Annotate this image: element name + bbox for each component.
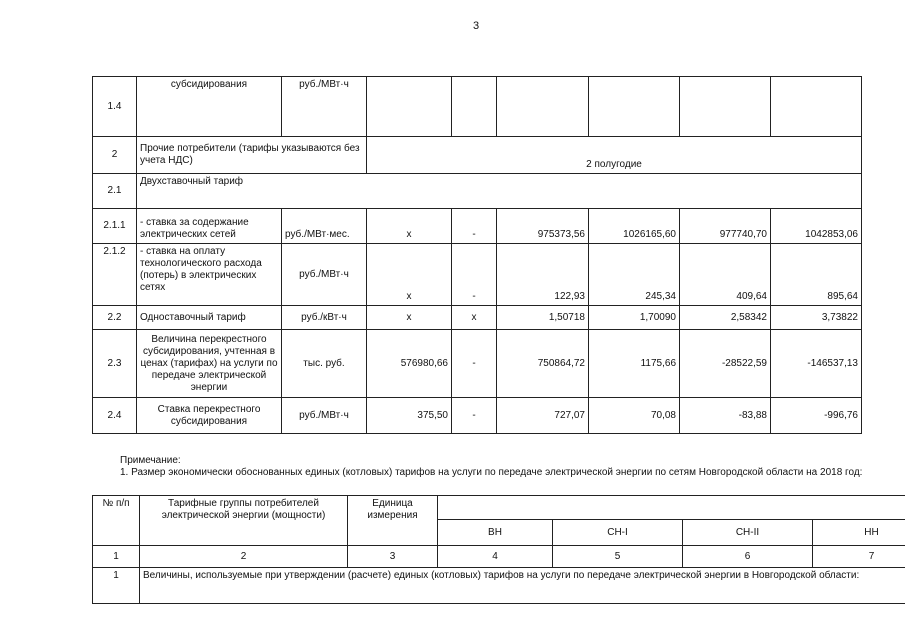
value-cell: -83,88 <box>680 398 771 434</box>
value-cell: -996,76 <box>771 398 862 434</box>
index-row <box>93 546 905 568</box>
table-row <box>93 330 862 398</box>
value-cell: 1175,66 <box>589 330 680 398</box>
page-number: 3 <box>472 20 480 32</box>
note-title: Примечание: <box>120 455 181 466</box>
value-cell <box>680 77 771 137</box>
column-index: 6 <box>683 546 813 568</box>
col-header-unit: Единица измерения <box>348 496 438 546</box>
value-cell: 975373,56 <box>497 209 589 244</box>
column-index: 3 <box>348 546 438 568</box>
column-index: 1 <box>93 546 140 568</box>
value-cell: 409,64 <box>680 244 771 306</box>
value-cell: 977740,70 <box>680 209 771 244</box>
value-cell: 122,93 <box>497 244 589 306</box>
value-cell: - <box>452 330 497 398</box>
value-cell <box>771 77 862 137</box>
col-header-groups: Тарифные группы потребителей электрической энергии (мощности) <box>140 496 348 546</box>
row-unit: руб./кВт·ч <box>282 306 367 330</box>
row-number: 2.1.1 <box>93 209 137 244</box>
row-name: Двухставочный тариф <box>137 174 862 209</box>
col-header-level: НН <box>813 520 905 546</box>
column-index: 7 <box>813 546 905 568</box>
row-number: 2 <box>93 137 137 174</box>
table-row <box>93 137 862 174</box>
value-cell: 750864,72 <box>497 330 589 398</box>
row-unit: руб./МВт·мес. <box>282 209 367 244</box>
value-cell: - <box>452 244 497 306</box>
base-tariff-table <box>92 495 905 604</box>
row-text: Величины, используемые при утверждении (расчете) единых (котловых) тарифов на услуги по передаче электрической энергии в Новгородской области: <box>140 568 905 604</box>
col-header-level: ВН <box>438 520 553 546</box>
value-cell: 576980,66 <box>367 330 452 398</box>
col-header-level: СН-II <box>683 520 813 546</box>
value-cell <box>452 77 497 137</box>
row-number: 2.3 <box>93 330 137 398</box>
value-cell <box>367 77 452 137</box>
table-row <box>93 174 862 209</box>
row-name: субсидирования <box>137 77 282 137</box>
value-cell: 375,50 <box>367 398 452 434</box>
value-cell: 2,58342 <box>680 306 771 330</box>
row-name: Одноставочный тариф <box>137 306 282 330</box>
tariff-table <box>92 76 862 434</box>
column-index: 5 <box>553 546 683 568</box>
table-row <box>93 77 862 137</box>
col-header-num: № п/п <box>93 496 140 546</box>
note-text: 1. Размер экономически обоснованных единых (котловых) тарифов на услуги по передаче электрической энергии по сетям Новгородской области на 2018 год: <box>120 467 863 478</box>
row-number: 1.4 <box>93 77 137 137</box>
row-name: Ставка перекрестного субсидирования <box>137 398 282 434</box>
value-cell: 70,08 <box>589 398 680 434</box>
value-cell: 1026165,60 <box>589 209 680 244</box>
column-index: 2 <box>140 546 348 568</box>
table-row <box>93 306 862 330</box>
row-unit: тыс. руб. <box>282 330 367 398</box>
value-cell: - <box>452 209 497 244</box>
row-name: Прочие потребители (тарифы указываются без учета НДС) <box>137 137 367 174</box>
row-number: 1 <box>93 568 140 604</box>
value-cell <box>589 77 680 137</box>
value-cell: 1042853,06 <box>771 209 862 244</box>
value-cell: 245,34 <box>589 244 680 306</box>
value-cell: 727,07 <box>497 398 589 434</box>
row-name: Величина перекрестного субсидирования, учтенная в ценах (тарифах) на услуги по передаче электрической энергии <box>137 330 282 398</box>
row-number: 2.1.2 <box>93 244 137 306</box>
row-number: 2.4 <box>93 398 137 434</box>
row-unit: руб./МВт·ч <box>282 244 367 306</box>
header-blank <box>438 496 905 520</box>
table-row <box>93 398 862 434</box>
row-number: 2.2 <box>93 306 137 330</box>
period-label: 2 полугодие <box>367 137 862 174</box>
value-cell: х <box>452 306 497 330</box>
col-header-level: СН-I <box>553 520 683 546</box>
value-cell: -146537,13 <box>771 330 862 398</box>
table-row <box>93 209 862 244</box>
value-cell: -28522,59 <box>680 330 771 398</box>
column-index: 4 <box>438 546 553 568</box>
header-row <box>93 496 905 520</box>
value-cell: 1,50718 <box>497 306 589 330</box>
table-row <box>93 568 905 604</box>
value-cell <box>497 77 589 137</box>
value-cell: 3,73822 <box>771 306 862 330</box>
row-unit: руб./МВт·ч <box>282 398 367 434</box>
row-name: - ставка на оплату технологического расхода (потерь) в электрических сетях <box>137 244 282 306</box>
value-cell: - <box>452 398 497 434</box>
value-cell: х <box>367 244 452 306</box>
value-cell: 895,64 <box>771 244 862 306</box>
value-cell: х <box>367 209 452 244</box>
row-number: 2.1 <box>93 174 137 209</box>
row-unit: руб./МВт·ч <box>282 77 367 137</box>
value-cell: 1,70090 <box>589 306 680 330</box>
value-cell: х <box>367 306 452 330</box>
row-name: - ставка за содержание электрических сетей <box>137 209 282 244</box>
table-row <box>93 244 862 306</box>
